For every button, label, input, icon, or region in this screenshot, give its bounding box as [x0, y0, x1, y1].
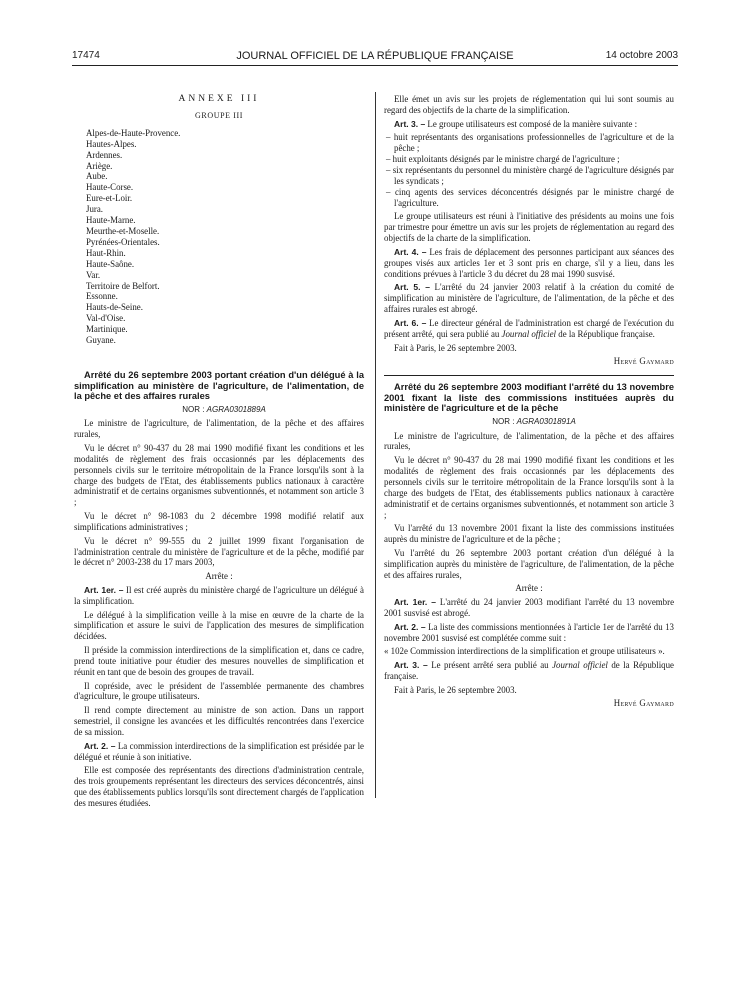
signing-place-date: Fait à Paris, le 26 septembre 2003.	[394, 342, 517, 353]
article-6: Art. 6. – Le directeur général de l'administration est chargé de l'exécution du présent arrêté, qui sera publié au Journal officiel de la République française.	[384, 318, 674, 339]
paragraph: Vu le décret n° 98-1083 du 2 décembre 1998 modifié relatif aux simplifications administratives ;	[74, 511, 364, 532]
section-separator	[384, 375, 674, 376]
journal-title: JOURNAL OFFICIEL DE LA RÉPUBLIQUE FRANÇAISE	[236, 50, 514, 62]
issue-date: 14 octobre 2003	[605, 50, 678, 61]
department-item: Essonne.	[86, 291, 118, 302]
paragraph: Vu l'arrêté du 26 septembre 2003 portant création d'un délégué à la simplification auprès du ministère de l'agriculture, de l'alimentation, de la pêche et des affaires rurales,	[384, 547, 674, 580]
list-item: – six représentants du personnel du ministère chargé de l'agriculture désignés par les syndicats ;	[386, 165, 674, 186]
paragraph: Il copréside, avec le président de l'assemblée permanente des chambres d'agriculture, le groupe utilisateurs.	[74, 680, 364, 702]
nor-reference: NOR : AGRA0301889A	[182, 404, 266, 414]
paragraph: Le ministre de l'agriculture, de l'alimentation, de la pêche et des affaires rurales,	[74, 418, 364, 440]
article-5: Art. 5. – L'arrêté du 24 janvier 2003 relatif à la création du comité de simplification au ministère de l'agriculture, de l'alimentation, de la pêche et des affaires rurales est abrogé.	[384, 282, 674, 315]
department-item: Jura.	[86, 204, 104, 215]
department-item: Ardennes.	[86, 149, 123, 160]
department-item: Pyrénées-Orientales.	[86, 236, 160, 247]
department-item: Guyane.	[86, 335, 116, 346]
article-2-b: Art. 2. – La liste des commissions mentionnées à l'article 1er de l'arrêté du 13 novembre 2001 susvisé est complétée comme suit :	[384, 621, 674, 643]
department-item: Haut-Rhin.	[86, 247, 126, 258]
article-3-b: Art. 3. – Le présent arrêté sera publié au Journal officiel de la République française.	[384, 660, 674, 681]
paragraph: Il préside la commission interdirections de la simplification et, dans ce cadre, prend toute initiative pour étudier des mesures nouvelles de simplification et réunit en tant que de besoin des groupes de travail.	[74, 645, 364, 677]
article-1: Art. 1er. – Il est créé auprès du ministère chargé de l'agriculture un délégué à la simplification.	[74, 584, 364, 606]
header-rule	[72, 65, 678, 66]
article-4: Art. 4. – Les frais de déplacement des personnes participant aux séances des groupes visés aux articles 1er et 3 sont pris en charge, s'il y a lieu, dans les conditions prévues à l'article 3 du décret du 28 mai 1990 susvisé.	[384, 246, 674, 279]
right-column	[384, 94, 674, 712]
paragraph: Le ministre de l'agriculture, de l'alimentation, de la pêche et des affaires rurales,	[384, 430, 674, 452]
paragraph: Vu le décret n° 99-555 du 2 juillet 1999 fixant l'organisation de l'administration centrale du ministère de l'agriculture et de la pêche, modifié par le décret n° 2003-238 du 17 mars 2003,	[74, 535, 364, 568]
department-item: Haute-Marne.	[86, 215, 136, 226]
left-column	[74, 94, 364, 812]
page-header	[72, 50, 678, 64]
department-item: Val-d'Oise.	[86, 313, 126, 324]
paragraph: Le groupe utilisateurs est réuni à l'initiative des présidents au moins une fois par trimestre pour émettre un avis sur les projets de réglementation au regard des objectifs de la charte de la simplification.	[384, 211, 674, 244]
article-2-b-quote: « 102e Commission interdirections de la simplification et groupe utilisateurs ».	[384, 646, 665, 657]
department-item: Meurthe-et-Moselle.	[86, 225, 160, 236]
department-list	[86, 128, 364, 346]
signature: Hervé Gaymard	[613, 356, 674, 367]
article-3-list	[384, 132, 674, 208]
department-item: Ariège.	[86, 160, 113, 171]
department-item: Haute-Corse.	[86, 182, 134, 193]
signing-place-date-2: Fait à Paris, le 26 septembre 2003.	[394, 684, 517, 695]
department-item: Haute-Saône.	[86, 258, 135, 269]
page-number: 17474	[72, 50, 100, 61]
paragraph: Vu l'arrêté du 13 novembre 2001 fixant la liste des commissions instituées auprès du ministre de l'agriculture et de la pêche ;	[384, 523, 674, 545]
paragraph: Il rend compte directement au ministre de son action. Dans un rapport semestriel, il consigne les avancées et les difficultés rencontrées dans l'exercice de sa mission.	[74, 705, 364, 737]
article-1-b: Art. 1er. – L'arrêté du 24 janvier 2003 modifiant l'arrêté du 13 novembre 2001 susvisé est abrogé.	[384, 597, 675, 619]
department-item: Martinique.	[86, 324, 128, 335]
arrete-heading: Arrête :	[205, 571, 233, 582]
department-item: Aube.	[86, 171, 108, 182]
article-3: Art. 3. – Le groupe utilisateurs est composé de la manière suivante :	[394, 118, 638, 129]
signature-2: Hervé Gaymard	[613, 698, 674, 709]
department-item: Hauts-de-Seine.	[86, 302, 143, 313]
decree-title: Arrêté du 26 septembre 2003 portant création d'un délégué à la simplification au ministère de l'agriculture, de l'alimentation, de la pêche et des affaires rurales	[74, 369, 364, 402]
list-item: – huit représentants des organisations professionnelles de l'agriculture et de la pêche ;	[386, 132, 674, 154]
arrete-heading-2: Arrête :	[515, 583, 543, 594]
decree-title-2: Arrêté du 26 septembre 2003 modifiant l'arrêté du 13 novembre 2001 fixant la liste des commissions instituées auprès du ministère de l'agriculture et de la pêche	[384, 382, 674, 414]
column-divider	[375, 92, 376, 798]
annex-title: ANNEXE III	[178, 94, 260, 104]
paragraph: Vu le décret n° 90-437 du 28 mai 1990 modifié fixant les conditions et les modalités de règlement des frais occasionnés par les déplacements des personnels civils sur le territoire métropolitain de la France lorsqu'ils sont à la charge des budgets de l'Etat, des établissements publics nationaux à caractère administratif et de certains organismes subventionnés, et notamment son article 3 ;	[384, 455, 674, 520]
list-item: – huit exploitants désignés par le ministre chargé de l'agriculture ;	[386, 154, 620, 165]
list-item: – cinq agents des services déconcentrés désignés par le ministre chargé de l'agriculture.	[386, 186, 674, 208]
department-item: Territoire de Belfort.	[86, 280, 160, 291]
paragraph: Vu le décret n° 90-437 du 28 mai 1990 modifié fixant les conditions et les modalités de règlement des frais occasionnés par les déplacements des personnels civils sur le territoire métropolitain de la France lorsqu'ils sont à la charge des budgets de l'Etat, des établissements publics nationaux à caractère administratif et de certains organismes subventionnés, et notamment son article 3 ;	[74, 442, 364, 508]
group-title: GROUPE III	[195, 110, 243, 120]
department-item: Var.	[86, 269, 101, 280]
department-item: Eure-et-Loir.	[86, 193, 133, 204]
nor-reference-2: NOR : AGRA0301891A	[492, 416, 576, 426]
paragraph: Le délégué à la simplification veille à la mise en œuvre de la charte de la simplification et assure le suivi de l'application des mesures de simplification décidées.	[74, 609, 364, 642]
department-item: Hautes-Alpes.	[86, 138, 137, 149]
paragraph: Elle est composée des représentants des directions d'administration centrale, des trois groupements représentant les directeurs des services déconcentrés, ainsi que des établissements publics lorsqu'ils sont directement chargés de l'application des mesures étudiées.	[74, 765, 364, 808]
paragraph: Elle émet un avis sur les projets de réglementation qui lui sont soumis au regard des objectifs de la charte de la simplification.	[384, 94, 674, 115]
department-item: Alpes-de-Haute-Provence.	[86, 127, 181, 138]
article-2: Art. 2. – La commission interdirections de la simplification est présidée par le délégué et réunie à son initiative.	[74, 740, 364, 762]
